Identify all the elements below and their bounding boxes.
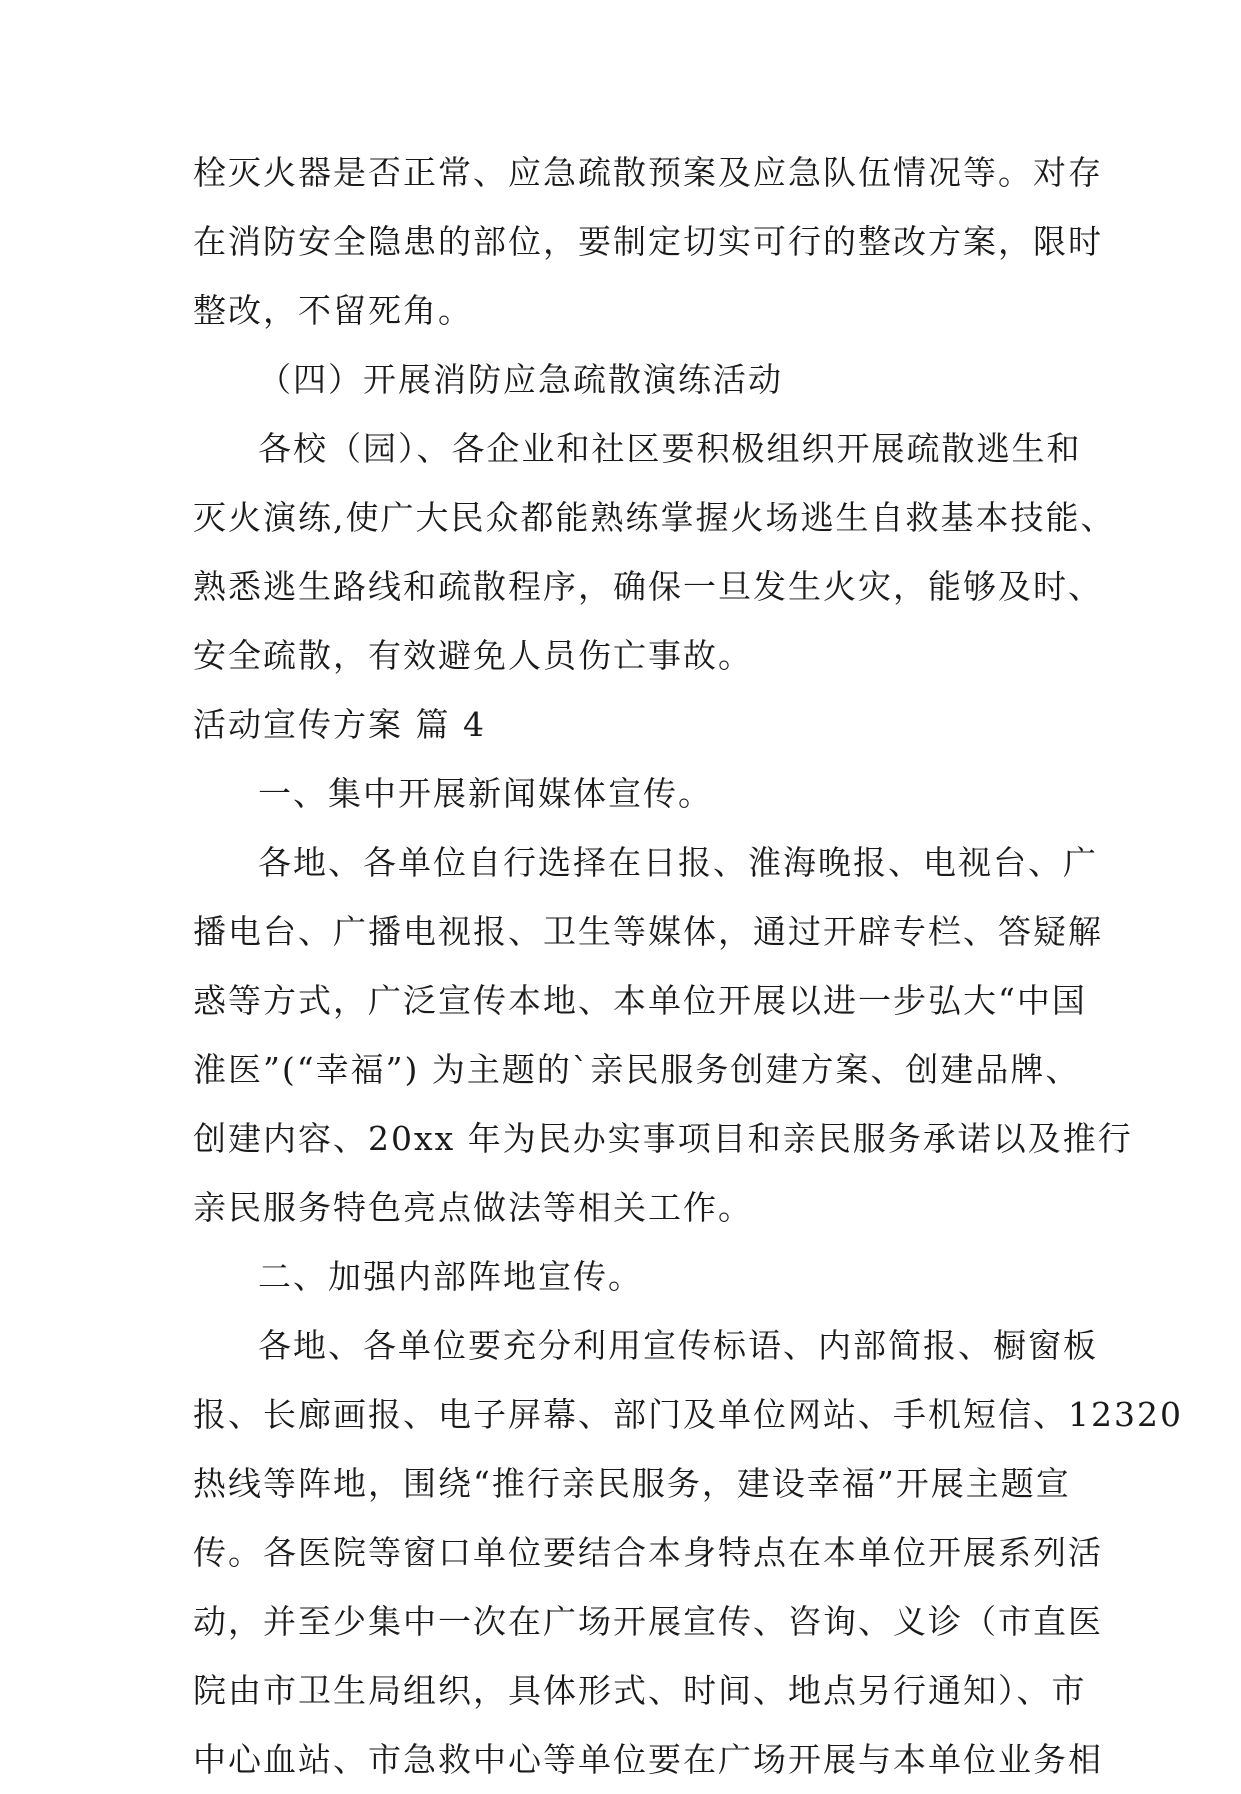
body-line: 淮医”(“幸福”) 为主题的`亲民服务创建方案、创建品牌、 [193,1050,1081,1089]
body-line: 各校（园）、各企业和社区要积极组织开展疏散逃生和 [258,429,1082,468]
body-line: 惑等方式，广泛宣传本地、本单位开展以进一步弘大“中国 [193,981,1087,1020]
body-line: 熟悉逃生路线和疏散程序，确保一旦发生火灾，能够及时、 [193,567,1103,606]
body-line: 各地、各单位要充分利用宣传标语、内部简报、橱窗板 [258,1326,1098,1365]
body-line: 动，并至少集中一次在广场开展宣传、咨询、义诊（市直医 [193,1602,1103,1641]
body-line: 亲民服务特色亮点做法等相关工作。 [193,1188,753,1227]
body-line: 创建内容、20xx 年为民办实事项目和亲民服务承诺以及推行 [193,1119,1133,1158]
body-line: 整改，不留死角。 [193,291,473,330]
body-line: 传。各医院等窗口单位要结合本身特点在本单位开展系列活 [193,1533,1103,1572]
body-line: 播电台、广播电视报、卫生等媒体，通过开辟专栏、答疑解 [193,912,1103,951]
body-line: 栓灭火器是否正常、应急疏散预案及应急队伍情况等。对存 [193,153,1103,192]
section-heading: 一、集中开展新闻媒体宣传。 [258,774,713,813]
section-heading: （四）开展消防应急疏散演练活动 [258,360,783,399]
body-line: 中心血站、市急救中心等单位要在广场开展与本单位业务相 [193,1740,1103,1779]
body-line: 灭火演练,使广大民众都能熟练掌握火场逃生自救基本技能、 [193,498,1116,537]
body-line: 报、长廊画报、电子屏幕、部门及单位网站、手机短信、12320 [193,1395,1183,1434]
section-heading: 二、加强内部阵地宣传。 [258,1257,643,1296]
body-line: 院由市卫生局组织，具体形式、时间、地点另行通知）、市 [193,1671,1087,1710]
body-line: 各地、各单位自行选择在日报、淮海晚报、电视台、广 [258,843,1098,882]
body-line: 安全疏散，有效避免人员伤亡事故。 [193,636,753,675]
body-line: 热线等阵地，围绕“推行亲民服务，建设幸福”开展主题宣 [193,1464,1071,1503]
body-line: 在消防安全隐患的部位，要制定切实可行的整改方案，限时 [193,222,1103,261]
chapter-title: 活动宣传方案 篇 4 [193,705,486,744]
